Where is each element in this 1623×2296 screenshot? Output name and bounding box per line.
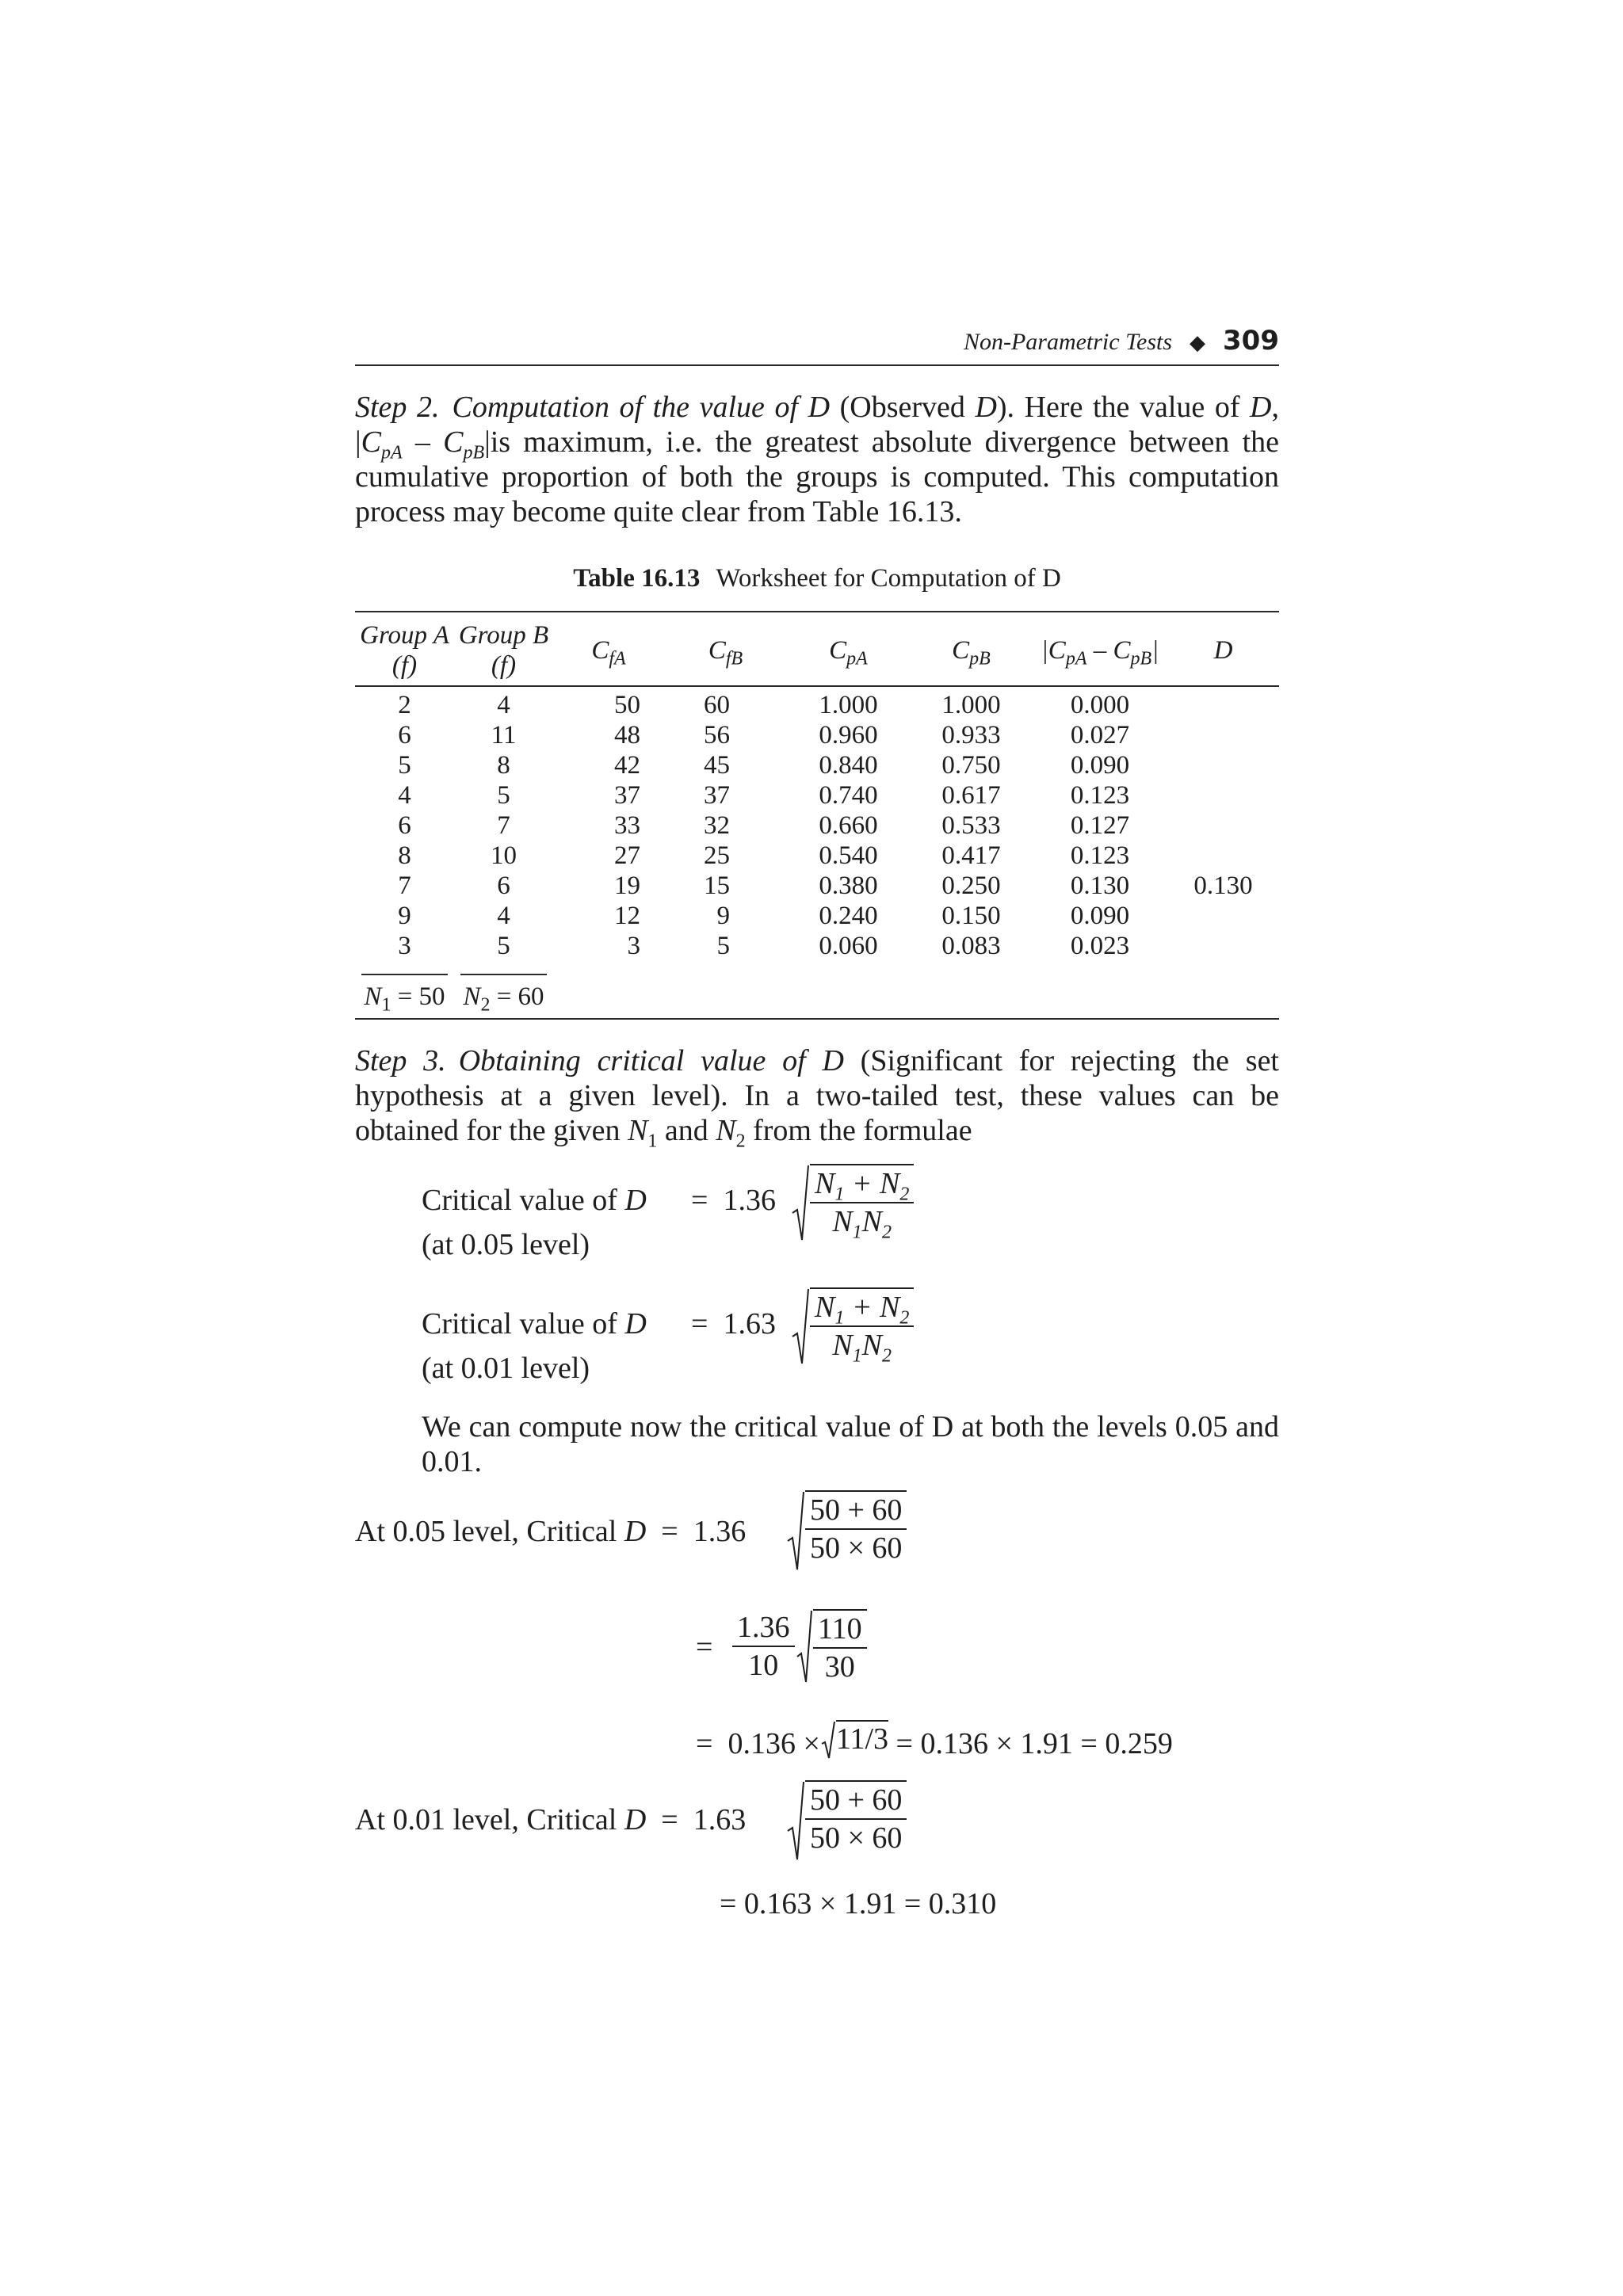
table-cell: 6	[398, 721, 411, 749]
step3-text: (Significant for rejecting the set hypothesis at a given level). In a two-tailed test, these values can be obtained for the given	[355, 1044, 1279, 1147]
formula-001-eq: = 1.63	[691, 1307, 776, 1341]
table-cell: 4	[497, 691, 510, 719]
table-cell: 0.417	[941, 841, 1001, 870]
calc-005-radical: $\frac{50 + 60}{50 \times 60}$	[786, 1490, 907, 1573]
table-cell: 8	[398, 841, 411, 870]
table-cell: 0.540	[819, 841, 878, 870]
step3-heading: Obtaining critical value of D	[458, 1044, 844, 1077]
table-cell: 5	[716, 932, 730, 960]
col-cp-b: $C_{pB}$	[910, 612, 1033, 686]
running-header	[355, 325, 1279, 366]
table-row	[355, 841, 1279, 871]
table-cell: 0.380	[819, 871, 878, 900]
table-row	[355, 750, 1279, 780]
table-cell: 48	[614, 721, 640, 749]
step3-label: Step 3.	[355, 1044, 446, 1077]
step2-fraction: $\frac{1.36}{10}$	[732, 1609, 795, 1684]
table-cell: 2	[398, 691, 411, 719]
formula-005-radical: $\frac{N_1 + N_2}{N_1N_2}$	[791, 1164, 914, 1243]
step2-label: Step 2.	[355, 391, 440, 424]
step2-d: D	[975, 391, 997, 424]
table-cell: 15	[704, 871, 730, 900]
table-caption-label: Table 16.13	[573, 564, 701, 593]
calc-001-radical: $\frac{50 + 60}{50 \times 60}$	[786, 1780, 907, 1863]
table-cell	[1167, 841, 1279, 871]
table-cell: 0.023	[1070, 932, 1130, 960]
table-cell: 0.027	[1070, 721, 1130, 749]
step2-text: , |	[355, 391, 1279, 459]
table-cell: 6	[398, 811, 411, 840]
final-result: = 0.163 × 1.91 = 0.310	[720, 1887, 997, 1920]
step2-paragraph	[355, 390, 1279, 529]
table-cell	[1167, 901, 1279, 931]
diamond-icon: ◆	[1190, 331, 1206, 354]
cp-a-symbol: $C_{pA}$	[361, 425, 403, 463]
table-cell: 0.960	[819, 721, 878, 749]
table-cell: 3	[398, 932, 411, 960]
table-cell: 0.933	[941, 721, 1001, 749]
table-cell: 0.660	[819, 811, 878, 840]
total-n1: $N_1 = 50$	[355, 966, 454, 1019]
table-cell: 0.617	[941, 781, 1001, 810]
table-cell: 7	[497, 811, 510, 840]
table-cell: 6	[497, 871, 510, 900]
table-cell: 5	[497, 781, 510, 810]
table-cell: 0.000	[1070, 691, 1130, 719]
step3-line: = 0.136 × 11/3 = 0.136 × 1.91 = 0.259	[696, 1720, 1173, 1761]
col-group-a: Group A (f)	[355, 612, 454, 686]
calc-005-label: At 0.05 level, Critical D = 1.36	[355, 1515, 747, 1548]
formula-005-level: (at 0.05 level)	[422, 1228, 590, 1261]
table-row	[355, 780, 1279, 810]
table-cell: 0.060	[819, 932, 878, 960]
table-cell: 25	[704, 841, 730, 870]
table-cell: 33	[614, 811, 640, 840]
table-cell: 8	[497, 751, 510, 780]
formula-001-level: (at 0.01 level)	[422, 1352, 590, 1385]
table-cell: 60	[704, 691, 730, 719]
step2-text: |is maximum, i.e. the greatest absolute divergence between the cumulative proportion of both the groups is computed. This computation process may become quite clear from Table 16.13.	[355, 425, 1280, 528]
table-cell: 0.083	[941, 932, 1001, 960]
formula-005-label: Critical value of D	[422, 1184, 647, 1217]
table-cell: 56	[704, 721, 730, 749]
table-row	[355, 871, 1279, 901]
compute-paragraph: We can compute now the critical value of D at both the levels 0.05 and 0.01.	[422, 1410, 1279, 1478]
formula-001-radical: $\frac{N_1 + N_2}{N_1N_2}$	[791, 1287, 914, 1367]
table-row	[355, 810, 1279, 841]
table-cell: 37	[614, 781, 640, 810]
book-page	[355, 325, 1279, 1934]
table-cell: 0.840	[819, 751, 878, 780]
step2-text: ). Here the value of	[996, 391, 1251, 424]
step2-d: D	[1250, 391, 1272, 424]
table-cell: 0.740	[819, 781, 878, 810]
table-cell: 9	[716, 902, 730, 930]
formula-005	[355, 1164, 1279, 1283]
table-cell: 0.123	[1070, 841, 1130, 870]
table-row	[355, 901, 1279, 931]
table-cell: 0.090	[1070, 902, 1130, 930]
table-cell: 0.750	[941, 751, 1001, 780]
table-cell: 1.000	[941, 691, 1001, 719]
table-cell: 11	[491, 721, 517, 749]
table-caption-text: Worksheet for Computation of D	[716, 564, 1061, 593]
table-caption	[355, 564, 1279, 593]
calc-005-step3	[355, 1712, 1279, 1768]
table-cell: 4	[497, 902, 510, 930]
table-cell: 50	[614, 691, 640, 719]
table-row	[355, 686, 1279, 720]
table-header-row	[355, 612, 1279, 686]
formula-005-eq: = 1.36	[691, 1184, 776, 1217]
table-cell: 5	[398, 751, 411, 780]
table-cell: 5	[497, 932, 510, 960]
cp-b-symbol: $C_{pB}$	[443, 425, 485, 463]
table-cell: 45	[704, 751, 730, 780]
running-title: Non-Parametric Tests	[963, 329, 1173, 355]
col-cp-a: $C_{pA}$	[787, 612, 910, 686]
col-d: D	[1167, 612, 1279, 686]
step2-heading: Computation of the value of D	[452, 391, 831, 424]
table-cell: 0.130	[1070, 871, 1130, 900]
table-cell: 12	[614, 902, 640, 930]
total-n2: $N_2 = 60$	[454, 966, 553, 1019]
calc-001-label: At 0.01 level, Critical D = 1.63	[355, 1803, 747, 1836]
calc-001	[355, 1780, 1279, 1883]
table-cell: 0.250	[941, 871, 1001, 900]
totals-row	[355, 966, 1279, 1019]
table-cell: 3	[627, 932, 640, 960]
table-cell: 37	[704, 781, 730, 810]
table-cell: 32	[704, 811, 730, 840]
col-cf-b: $C_{fB}$	[664, 612, 787, 686]
table-cell: 10	[491, 841, 517, 870]
table-cell: 0.127	[1070, 811, 1130, 840]
step3-paragraph: Step 3. Obtaining critical value of D (Significant for rejecting the set hypothesis at a given level). In a two-tailed test, these values can be obtained for the given $N_1$ and $N_2$ from the formulae	[355, 1044, 1279, 1152]
table-cell: 9	[398, 902, 411, 930]
table-cell: 0.533	[941, 811, 1001, 840]
table-body	[355, 686, 1279, 966]
table-cell: 27	[614, 841, 640, 870]
table-cell	[1167, 931, 1279, 966]
step2-text: (Observed	[830, 391, 976, 424]
col-group-b: Group B (f)	[454, 612, 553, 686]
col-cf-a: $C_{fA}$	[553, 612, 664, 686]
equals-sign: =	[696, 1630, 713, 1664]
calc-005	[355, 1490, 1279, 1601]
table-cell	[1167, 780, 1279, 810]
table-row	[355, 931, 1279, 966]
step2-radical: $\frac{110}{30}$	[796, 1609, 867, 1685]
table-cell: 42	[614, 751, 640, 780]
step2-text: –	[402, 425, 444, 459]
col-abs-diff: $|C_{pA} - C_{pB}|$	[1033, 612, 1167, 686]
worksheet-table	[355, 611, 1279, 1020]
table-cell	[1167, 810, 1279, 841]
table-cell: 19	[614, 871, 640, 900]
table-cell: 0.123	[1070, 781, 1130, 810]
table-row	[355, 720, 1279, 750]
formula-001-label: Critical value of D	[422, 1307, 647, 1341]
table-cell	[1167, 720, 1279, 750]
page-number: 309	[1223, 325, 1279, 357]
table-cell	[1167, 686, 1279, 720]
table-cell: 0.240	[819, 902, 878, 930]
table-cell: 0.090	[1070, 751, 1130, 780]
table-cell	[1167, 750, 1279, 780]
table-cell: 4	[398, 781, 411, 810]
formula-001	[355, 1287, 1279, 1406]
table-cell: 7	[398, 871, 411, 900]
table-cell: 0.150	[941, 902, 1001, 930]
table-cell: 1.000	[819, 691, 878, 719]
calc-001-final	[355, 1886, 1279, 1934]
table-cell: 0.130	[1193, 871, 1253, 900]
calc-005-step2	[355, 1609, 1279, 1704]
